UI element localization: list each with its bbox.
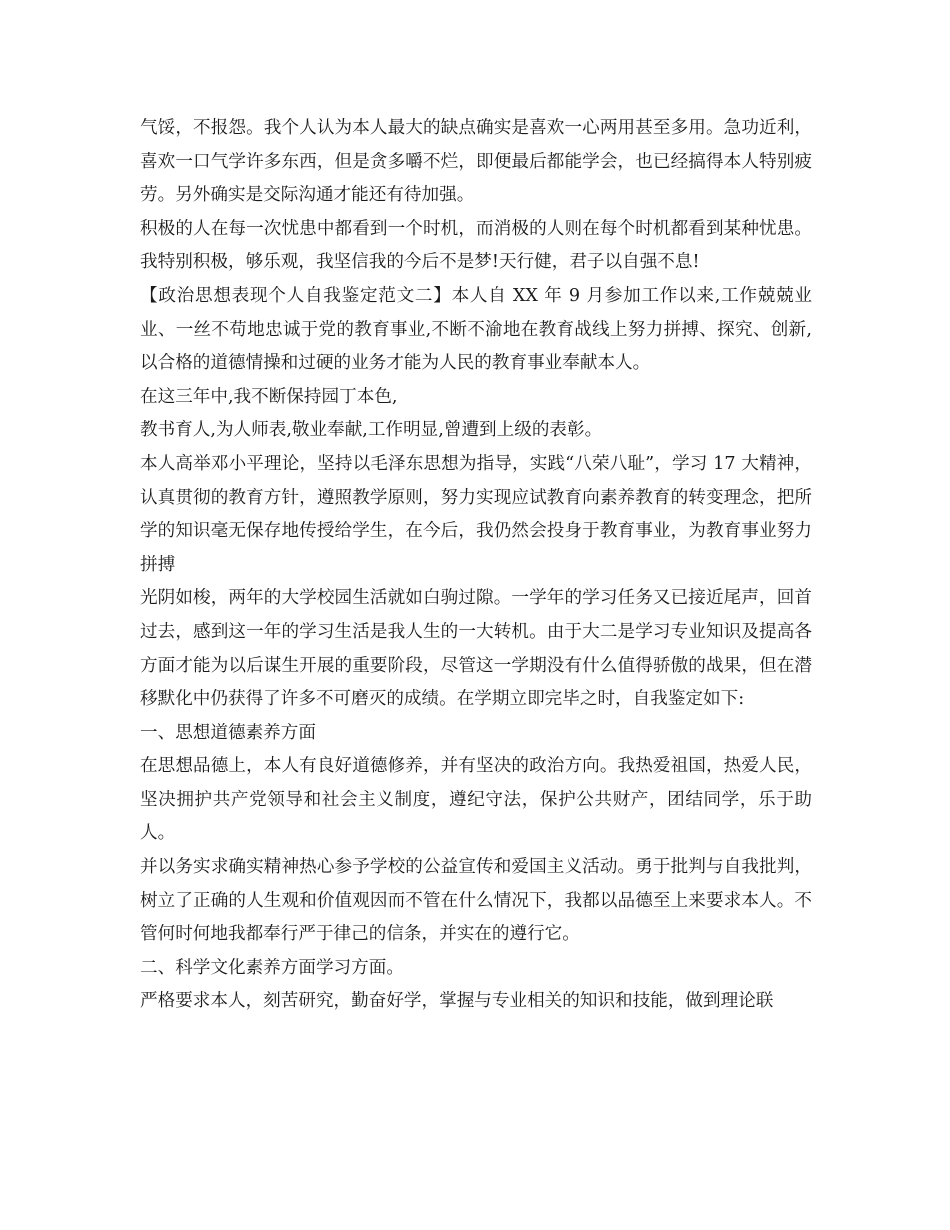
paragraph: 气馁，不报怨。我个人认为本人最大的缺点确实是喜欢一心两用甚至多用。急功近利，喜欢一口气学许多东西，但是贪多嚼不烂，即便最后都能学会，也已经搞得本人特别疲劳。另外确实是交际沟通才能还有待加强。 xyxy=(140,118,812,206)
paragraph: 在这三年中,我不断保持园丁本色, xyxy=(140,386,398,407)
section-heading: 二、科学文化素养方面学习方面。 xyxy=(140,957,404,978)
paragraph: 积极的人在每一次忧患中都看到一个时机，而消极的人则在每个时机都看到某种忧患。我特别积极，够乐观，我坚信我的今后不是梦!天行健，君子以自强不息! xyxy=(140,218,812,273)
paragraph: 光阴如梭，两年的大学校园生活就如白驹过隙。一学年的学习任务又已接近尾声，回首过去，感到这一年的学习生活是我人生的一大转机。由于大二是学习专业知识及提高各方面才能为以后谋生开展的重要阶段，尽管这一学期没有什么值得骄傲的战果，但在潜移默化中仍获得了许多不可磨灭的成绩。在学期立即完毕之时，自我鉴定如下: xyxy=(140,588,812,710)
paragraph: 严格要求本人，刻苦研究，勤奋好学，掌握与专业相关的知识和技能，做到理论联 xyxy=(140,991,774,1012)
paragraph: 教书育人,为人师表,敬业奉献,工作明显,曾遭到上级的表彰。 xyxy=(140,420,603,441)
paragraph: 并以务实求确实精神热心参予学校的公益宣传和爱国主义活动。勇于批判与自我批判，树立了正确的人生观和价值观因而不管在什么情况下，我都以品德至上来要求本人。不管何时何地我都奉行严于律己的信条，并实在的遵行它。 xyxy=(140,857,812,945)
paragraph: 在思想品德上，本人有良好道德修养，并有坚决的政治方向。我热爱祖国，热爱人民，坚决拥护共产党领导和社会主义制度，遵纪守法，保护公共财产，团结同学，乐于助人。 xyxy=(140,756,812,844)
document-body xyxy=(140,112,812,1019)
paragraph: 本人高举邓小平理论，坚持以毛泽东思想为指导，实践“八荣八耻”，学习 17 大精神，认真贯彻的教育方针，遵照教学原则，努力实现应试教育向素养教育的转变理念，把所学的知识毫无保存地传授给学生，在今后，我仍然会投身于教育事业，为教育事业努力拼搏 xyxy=(140,453,812,575)
section-heading: 一、思想道德素养方面 xyxy=(140,722,316,743)
paragraph: 【政治思想表现个人自我鉴定范文二】本人自 XX 年 9 月参加工作以来,工作兢兢业业、一丝不苟地忠诚于党的教育事业,不断不渝地在教育战线上努力拼搏、探究、创新,以合格的道德情操和过硬的业务才能为人民的教育事业奉献本人。 xyxy=(140,285,812,374)
